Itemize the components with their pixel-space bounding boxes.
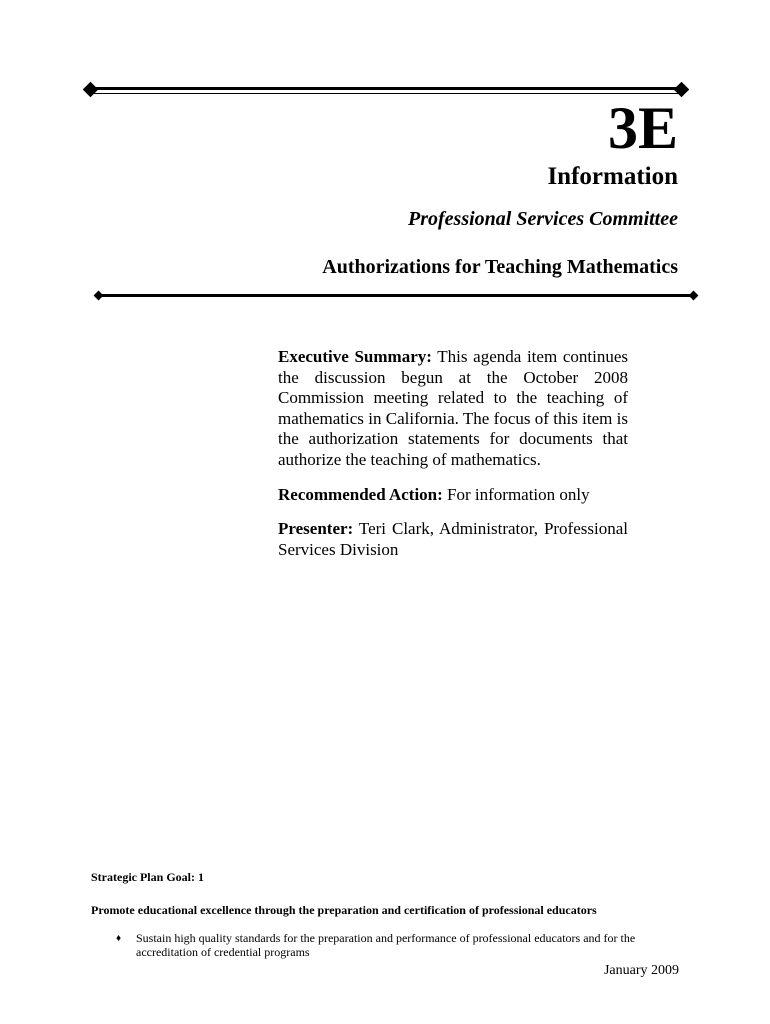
presenter xyxy=(278,519,628,560)
recommended-action-label: Recommended Action: xyxy=(278,484,443,504)
document-date: January 2009 xyxy=(603,963,679,978)
executive-summary xyxy=(278,347,628,471)
executive-summary-text: This agenda item continues the discussion begun at the October 2008 Commission meeting related to the teaching of mathematics in California. The focus of this item is the authorization statements for documents that authorize the teaching of mathematics. xyxy=(278,347,628,469)
bullet-text: Sustain high quality standards for the preparation and performance of professional educators and for the accreditation of credential programs xyxy=(136,931,636,959)
top-divider xyxy=(90,87,682,95)
presenter-label: Presenter: xyxy=(278,519,354,539)
strategic-plan-goal-text: Promote educational excellence through the preparation and certification of professional educators xyxy=(91,903,597,917)
item-number: 3E xyxy=(607,95,678,161)
page-title: Authorizations for Teaching Mathematics xyxy=(322,256,678,278)
committee-name: Professional Services Committee xyxy=(408,208,678,230)
recommended-action xyxy=(278,485,628,506)
presenter-text: Teri Clark, Administrator, Professional Services Division xyxy=(278,519,628,559)
title-divider xyxy=(98,294,694,297)
diamond-icon xyxy=(83,82,99,98)
diamond-icon xyxy=(689,291,699,301)
strategic-plan xyxy=(91,870,691,959)
diamond-bullet-icon: ♦ xyxy=(116,933,122,944)
list-item xyxy=(91,931,691,959)
strategic-plan-goal-label: Strategic Plan Goal: 1 xyxy=(91,870,204,884)
diamond-icon xyxy=(94,291,104,301)
executive-summary-label: Executive Summary: xyxy=(278,347,432,366)
recommended-action-text: For information only xyxy=(447,484,590,504)
summary-block xyxy=(278,347,628,574)
item-type: Information xyxy=(547,163,678,190)
